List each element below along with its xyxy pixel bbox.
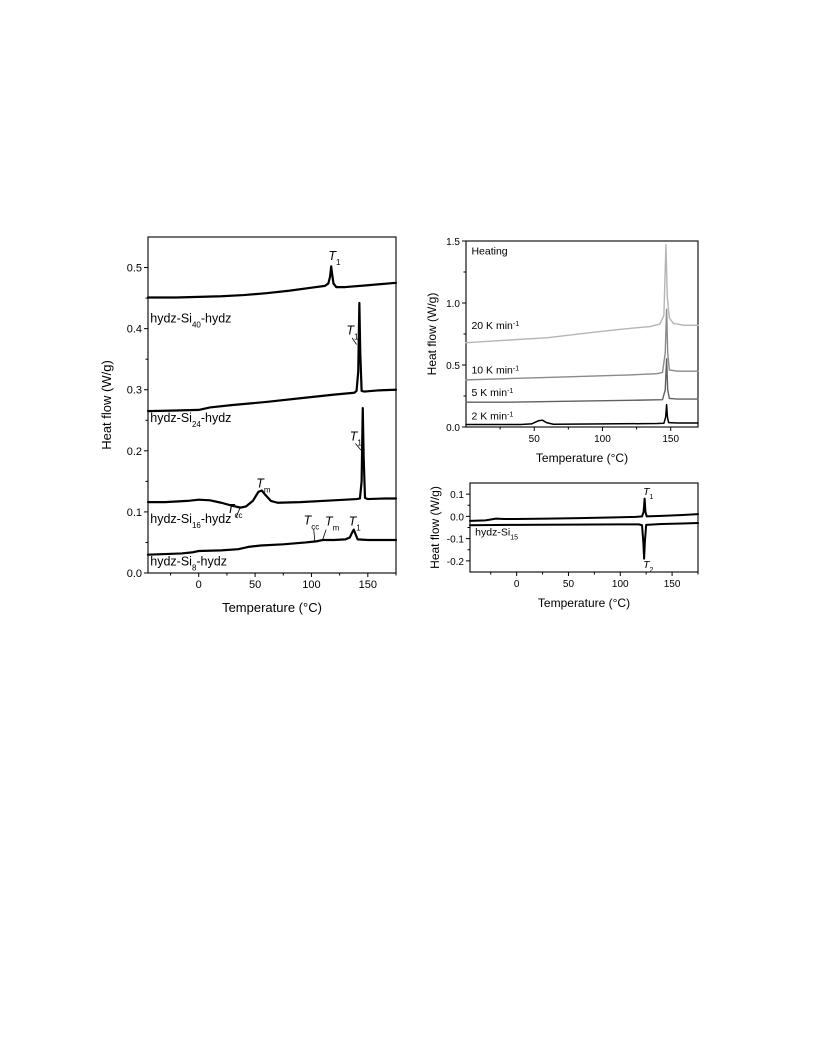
y-tick-label: 0.0 <box>450 512 464 524</box>
transition-annotation: $T_1$ <box>328 249 341 267</box>
x-tick-label: 50 <box>528 434 540 445</box>
series-label: 10 K $\min^{-1}$ <box>471 364 520 377</box>
y-tick-label: 0.1 <box>450 490 464 502</box>
series-label: 5 K $\min^{-1}$ <box>471 387 514 399</box>
transition-annotation: $T_m$ <box>324 514 340 532</box>
transition-annotation: $T_1$ <box>346 323 359 342</box>
bottom-right-dsc-chart <box>428 483 698 610</box>
chart-annotation: Heating <box>471 245 508 258</box>
y-axis-label: Heat flow (W/g) <box>99 360 114 450</box>
annotation-leader <box>323 530 326 540</box>
x-tick-label: 100 <box>594 434 611 445</box>
series-label: hydz-$Si_{40}$-hydz <box>150 311 232 330</box>
transition-annotation: $T_m$ <box>256 476 271 494</box>
series-line <box>148 530 396 555</box>
x-tick-label: 0 <box>513 579 520 590</box>
x-tick-label: 50 <box>248 579 262 591</box>
x-tick-label: 0 <box>195 579 202 591</box>
transition-annotation: $T_{cc}$ <box>303 513 320 532</box>
y-tick-label: 1.0 <box>446 299 460 310</box>
x-tick-label: 150 <box>358 579 377 591</box>
y-tick-label: 0.0 <box>446 423 460 434</box>
y-axis-label: Heat flow (W/g) <box>425 292 439 376</box>
series-label: hydz-$Si_{24}$-hydz <box>150 411 232 429</box>
y-tick-label: -0.1 <box>446 534 464 546</box>
y-tick-label: 0.0 <box>126 568 142 580</box>
transition-annotation: $T_1$ <box>643 486 654 501</box>
series-label: 20 K $\min^{-1}$ <box>471 320 520 333</box>
x-tick-label: 100 <box>302 579 321 591</box>
series-label: hydz-$Si_{16}$-hydz <box>150 511 232 530</box>
x-tick-label: 150 <box>663 579 681 590</box>
series-line <box>148 266 396 297</box>
series-label: 2 K $\min^{-1}$ <box>471 410 514 423</box>
y-axis-label: Heat flow (W/g) <box>428 486 442 569</box>
left-dsc-chart <box>99 237 396 615</box>
transition-annotation: $T_2$ <box>643 558 654 574</box>
y-tick-label: 0.5 <box>126 262 142 275</box>
y-tick-label: 0.5 <box>446 361 460 372</box>
y-tick-label: 0.3 <box>126 384 142 397</box>
y-tick-label: 0.4 <box>126 323 142 336</box>
transition-annotation: $T_1$ <box>348 514 361 532</box>
series-label: hydz-$Si_{15}$ <box>475 526 518 541</box>
y-tick-label: 1.5 <box>446 237 460 248</box>
y-tick-label: -0.2 <box>446 556 464 568</box>
transition-annotation: $T_{cc}$ <box>226 502 243 520</box>
x-tick-label: 50 <box>562 579 575 590</box>
x-tick-label: 150 <box>662 434 680 445</box>
series-line <box>470 499 698 521</box>
y-tick-label: 0.2 <box>126 445 142 458</box>
series-label: hydz-$Si_8$-hydz <box>150 554 227 573</box>
top-right-dsc-chart <box>425 237 698 465</box>
transition-annotation: $T_1$ <box>349 429 362 447</box>
y-tick-label: 0.1 <box>126 506 142 519</box>
x-axis-label: Temperature (°C) <box>535 451 629 465</box>
x-tick-label: 100 <box>611 579 629 590</box>
x-axis-label: Temperature (°C) <box>537 596 631 610</box>
x-axis-label: Temperature (°C) <box>222 600 322 615</box>
